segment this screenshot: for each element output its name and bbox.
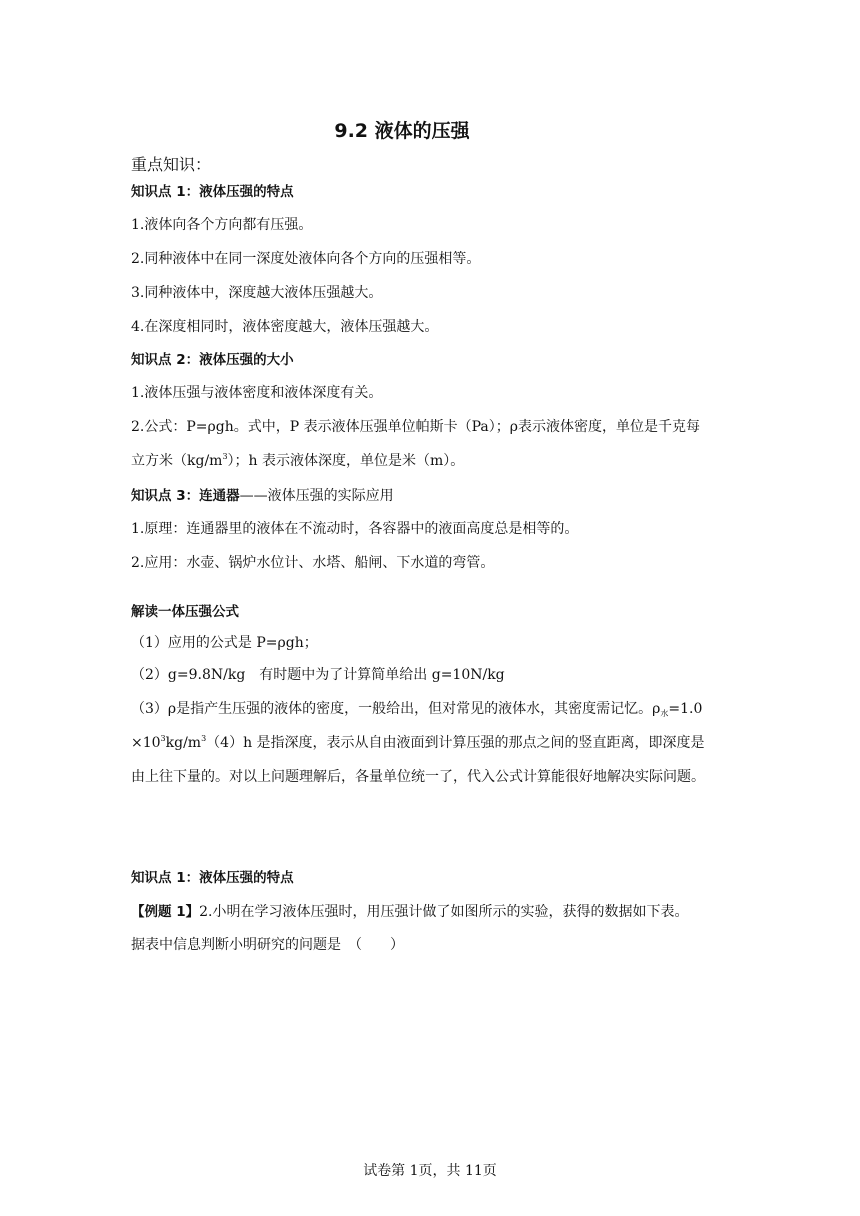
page-title: 9.2 液体的压强 bbox=[334, 120, 470, 142]
kp2-item: 1.液体压强与液体密度和液体深度有关。 bbox=[131, 385, 383, 401]
kp3-heading: 知识点 3：连通器——液体压强的实际应用 bbox=[131, 488, 394, 504]
formula-point-continued: $\times 10^3kg/m^3(4)h$ 是指深度，表示从自由液面到计算压强的那点之间的竖直距离，即深度是 bbox=[131, 734, 705, 751]
kp1-item: 4.在深度相同时，液体密度越大，液体压强越大。 bbox=[131, 319, 439, 335]
kp3-item: 1.原理：连通器里的液体在不流动时，各容器中的液面高度总是相等的。 bbox=[131, 521, 579, 537]
formula-point: （3）ρ是指产生压强的液体的密度，一般给出，但对常见的液体水，其密度需记忆。$\rho_水=1.0$ bbox=[131, 701, 703, 718]
kp3-item: 2.应用：水壶、锅炉水位计、水塔、船闸、下水道的弯管。 bbox=[131, 555, 495, 571]
kp2-heading: 知识点 2：液体压强的大小 bbox=[131, 352, 294, 368]
kp1-item: 2.同种液体中在同一深度处液体向各个方向的压强相等。 bbox=[131, 251, 481, 267]
kp1-heading: 知识点 1：液体压强的特点 bbox=[131, 184, 294, 200]
example-question: 【例题 1】2.小明在学习液体压强时，用压强计做了如图所示的实验，获得的数据如下表。 bbox=[131, 904, 689, 920]
formula-point-continued: 由上往下量的。对以上问题理解后，各量单位统一了，代入公式计算能很好地解决实际问题。 bbox=[131, 769, 705, 785]
example-heading: 知识点 1：液体压强的特点 bbox=[131, 870, 294, 886]
formula-point: （1）应用的公式是 P=ρgh； bbox=[131, 635, 318, 651]
formula-heading: 解读一体压强公式 bbox=[131, 604, 239, 620]
kp1-item: 1.液体向各个方向都有压强。 bbox=[131, 217, 313, 233]
kp2-item-continued: 立方米$(kg/m^3)$；h 表示液体深度，单位是米（m）。 bbox=[131, 452, 465, 469]
formula-point: （2）g=9.8N/kg 有时题中为了计算简单给出 g=10N/kg bbox=[131, 667, 505, 683]
kp2-item: 2.公式：P=ρgh。式中，P 表示液体压强单位帕斯卡（Pa）；ρ表示液体密度，单位是千克每 bbox=[131, 419, 700, 435]
page-footer: 试卷第 1页，共 11页 bbox=[363, 1163, 497, 1179]
kp1-item: 3.同种液体中，深度越大液体压强越大。 bbox=[131, 285, 383, 301]
example-question-continued: 据表中信息判断小明研究的问题是 （ ） bbox=[131, 937, 404, 953]
intro-label: 重点知识： bbox=[131, 155, 212, 174]
